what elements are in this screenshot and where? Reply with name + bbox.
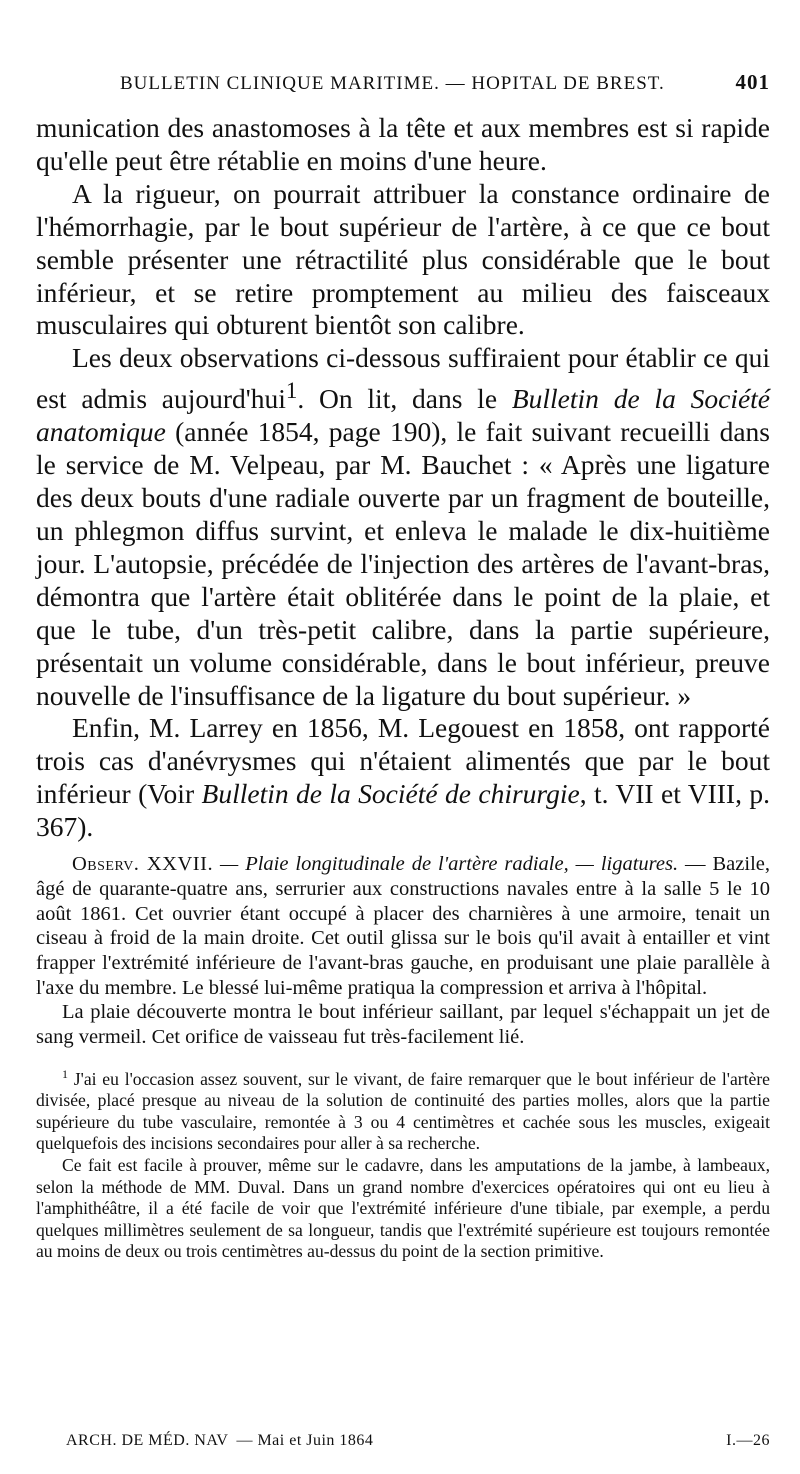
observation-label: Observ. XXVII.: [72, 853, 214, 876]
footer-left: [66, 1432, 381, 1450]
running-header: [36, 70, 770, 95]
paragraph-4-end: , t. VII et VIII, p. 367).: [36, 778, 771, 843]
footnotes: [36, 1064, 770, 1263]
footer-sheet: I.—26: [726, 1432, 770, 1449]
observation-text-2: La plaie découverte montra le bout inférieur saillant, par lequel s'échappait un jet de sang vermeil. Cet orifice de vaisseau fut très-facilement lié.: [36, 1001, 770, 1049]
footnote-2: Ce fait est facile à prouver, même sur le cadavre, dans les amputations de la jambe, à lambeaux, selon la méthode de MM. Duval. Dans un grand nombre d'exercices opératoires qui ont eu lieu à l'amphithéâtre, il a été facile de voir que l'extrémité inférieure d'une tibiale, par exemple, a perdu quelques millimètres seulement de sa longueur, tandis que l'extrémité supérieure est toujours remontée au moins de deux ou trois centimètres au-dessus du point de la section primitive.: [36, 1154, 770, 1262]
bulletin-chirurgie-title: Bulletin de la Société de chirurgie: [201, 778, 580, 810]
running-title: BULLETIN CLINIQUE MARITIME. — HOPITAL DE BREST.: [120, 73, 665, 94]
paragraph-3-mid: . On lit, dans le: [297, 383, 498, 415]
paragraph-2: A la rigueur, on pourrait attribuer la constance ordinaire de l'hémorrhagie, par le bout supérieur de l'artère, à ce que ce bout semble présenter une rétractilité plus considérable que le bout inférieur, et se retire promptement au milieu des faisceaux musculaires qui obturent bientôt son calibre.: [36, 177, 770, 341]
footer-journal: ARCH. DE MÉD. NAV: [66, 1432, 229, 1449]
paragraph-1: munication des anastomoses à la tête et aux membres est si rapide qu'elle peut être rétablie en moins d'une heure.: [36, 112, 770, 176]
observation-text-1: — Bazile, âgé de quarante-quatre ans, serrurier aux constructions navales entre à la salle 5 le 10 août 1861. Cet ouvrier étant occupé à placer des charnières à une armoire, tenait un ciseau à froid de la main droite. Cet outil glissa sur le bois qu'il avait à entailler et vint frapper l'extrémité inférieure de l'avant-bras gauche, en produisant une plaie parallèle à l'axe du membre. Le blessé lui-même pratiqua la compression et arriva à l'hôpital.: [36, 853, 770, 999]
paragraph-4: [36, 712, 770, 844]
paragraph-3: [36, 342, 770, 712]
footer-date: — Mai et Juin 1864: [236, 1432, 374, 1449]
footnote-ref-1: 1: [285, 378, 298, 404]
page-body: [36, 112, 770, 1263]
paragraph-3-end: (année 1854, page 190), le fait suivant recueilli dans le service de M. Velpeau, par M. Bauchet : « Après une ligature des deux bouts d'une radiale ouverte par un fragment de bouteille, un phlegmon diffus survint, et enleva le malade le dix-huitième jour. L'autopsie, précédée de l'injection des artères de l'avant-bras, démontra que l'artère était oblitérée dans le point de la plaie, et que le tube, d'un très-petit calibre, dans la partie supérieure, présentait un volume considérable, dans le bout inférieur, preuve nouvelle de l'insuffisance de la ligature du bout supérieur. »: [36, 416, 770, 711]
footnote-1: [36, 1064, 770, 1155]
paragraph-3-start: Les deux observations ci-dessous suffiraient pour établir ce qui est admis aujourd'hui: [36, 342, 770, 415]
observation-heading: [36, 852, 770, 1000]
footnote-1-mark: 1: [62, 1066, 68, 1081]
page-footer: [66, 1432, 770, 1450]
bulletin-anatomique-title: Bulletin de la Société anatomique: [36, 383, 771, 448]
footnote-1-text: J'ai eu l'occasion assez souvent, sur le vivant, de faire remarquer que le bout inférieur de l'artère divisée, placé presque au niveau de la solution de continuité des parties molles, alors que la partie supérieure du tube vasculaire, remontée à 3 ou 4 centimètres et cachée sous les muscles, exigeait quelquefois des incisions secondaires pour aller à sa recherche.: [36, 1068, 770, 1154]
page-number: 401: [735, 70, 770, 94]
observation-title: — Plaie longitudinale de l'artère radiale, — ligatures.: [220, 853, 679, 876]
paragraph-4-start: Enfin, M. Larrey en 1856, M. Legouest en 1858, ont rapporté trois cas d'anévrysmes qui n'étaient alimentés que par le bout inférieur (Voir: [36, 712, 770, 810]
